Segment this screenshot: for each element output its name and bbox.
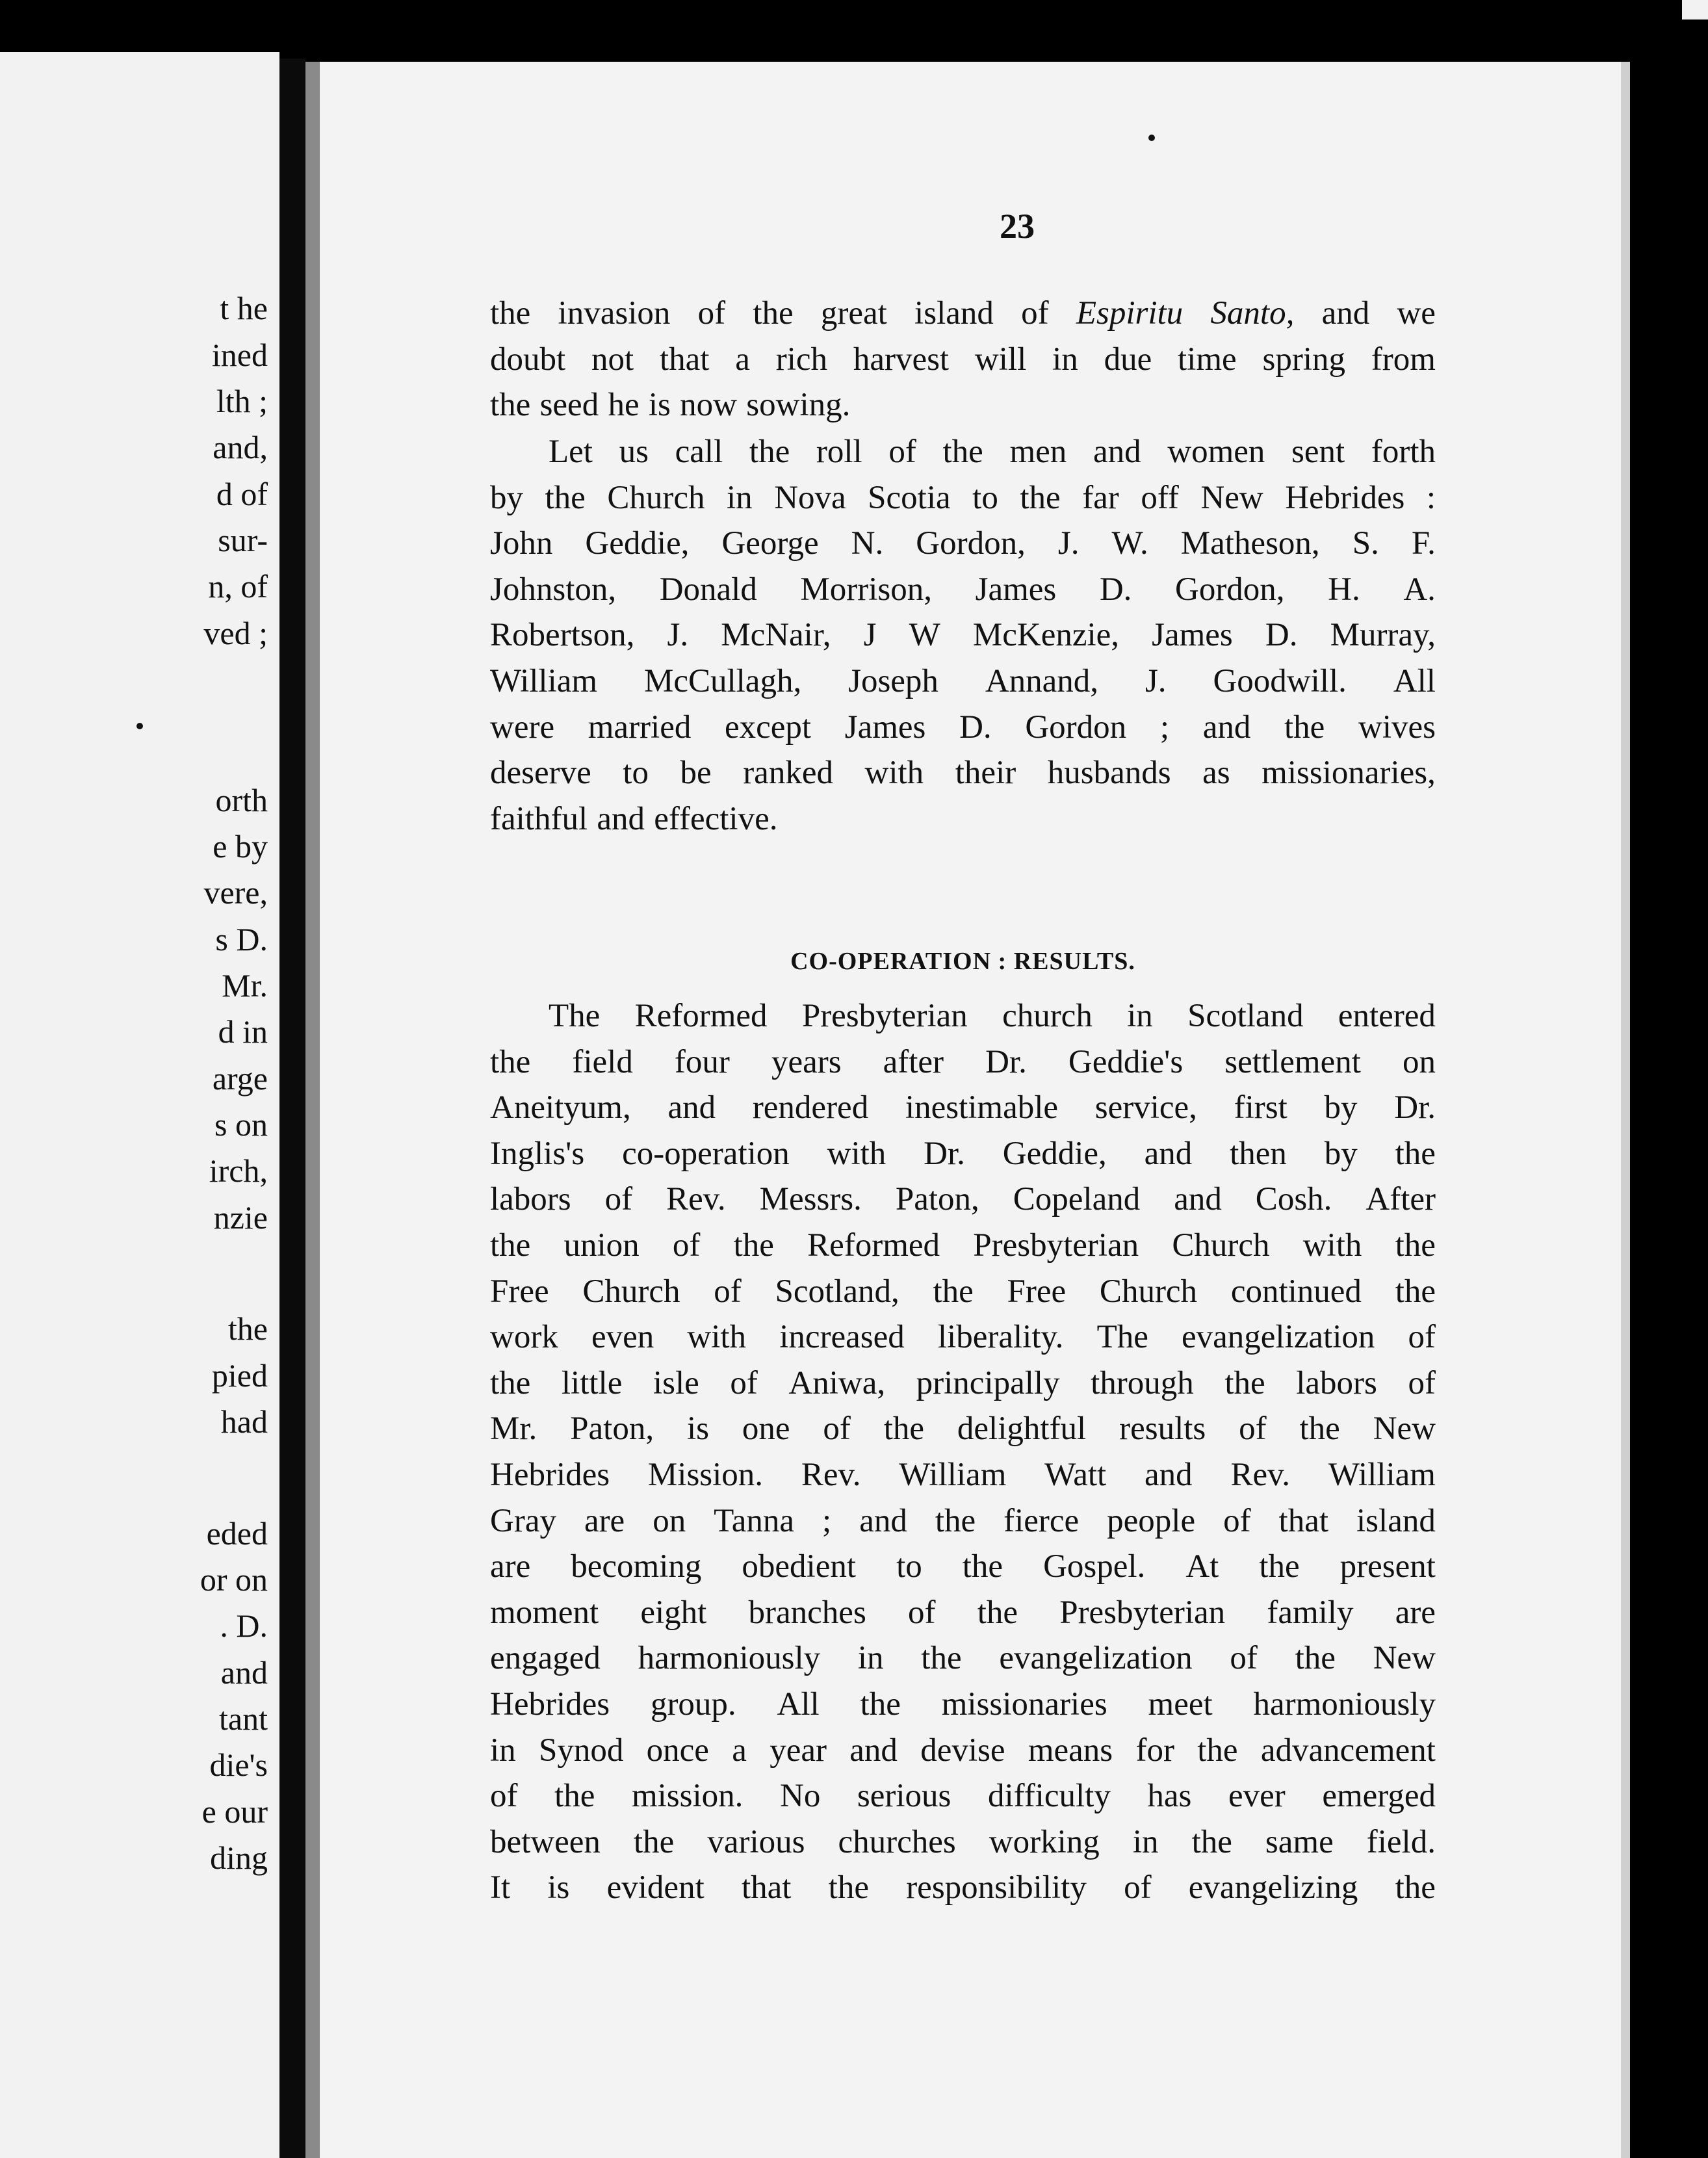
text-line: are becoming obedient to the Gospel. At the present xyxy=(490,1548,1436,1585)
left-line: irch, xyxy=(209,1152,268,1189)
left-line: e by xyxy=(213,828,268,864)
paragraph-missionary-roll xyxy=(490,429,1436,842)
text-line: the field four years after Dr. Geddie's settlement on xyxy=(490,1043,1436,1080)
left-line: pied xyxy=(211,1357,268,1394)
page-edge-shadow xyxy=(305,62,320,2158)
text-line: Free Church of Scotland, the Free Church continued the xyxy=(490,1273,1436,1310)
left-line: e our xyxy=(201,1793,268,1830)
text-line: Let us call the roll of the men and women sent forth xyxy=(549,434,1436,470)
left-line: . D. xyxy=(220,1607,268,1644)
left-line: arge xyxy=(212,1060,268,1097)
left-line: t he xyxy=(220,290,268,326)
left-line: Mr. xyxy=(222,967,268,1004)
text-line: work even with increased liberality. The evangelization of xyxy=(490,1319,1436,1356)
text-line: in Synod once a year and devise means for the advancement xyxy=(490,1732,1436,1769)
binding-gutter xyxy=(279,58,305,2158)
text-line: William McCullagh, Joseph Annand, J. Goodwill. All xyxy=(490,662,1436,699)
text-line: Inglis's co-operation with Dr. Geddie, and then by the xyxy=(490,1135,1436,1172)
text-line: moment eight branches of the Presbyterian family are xyxy=(490,1594,1436,1631)
page-right-edge xyxy=(1621,62,1630,2158)
text-line: Aneityum, and rendered inestimable service, first by Dr. xyxy=(490,1089,1436,1126)
left-line: orth xyxy=(215,782,268,818)
text-line: the union of the Reformed Presbyterian Church with the xyxy=(490,1227,1436,1264)
text-line: of the mission. No serious difficulty has ever emerged xyxy=(490,1778,1436,1815)
left-line: die's xyxy=(209,1747,268,1783)
speck-mark xyxy=(136,723,143,729)
text-line: by the Church in Nova Scotia to the far off New Hebrides : xyxy=(490,479,1436,516)
section-heading: CO-OPERATION : RESULTS. xyxy=(790,948,1135,975)
left-line: s D. xyxy=(215,921,268,957)
paragraph-continuation xyxy=(490,291,1436,428)
text-line: doubt not that a rich harvest will in due time spring from xyxy=(490,341,1436,378)
left-line: ved ; xyxy=(203,615,268,651)
text-line: faithful and effective. xyxy=(490,800,778,837)
text-line: deserve to be ranked with their husbands as missionaries, xyxy=(490,755,1436,792)
text-line: The Reformed Presbyterian church in Scotland entered xyxy=(549,998,1436,1034)
left-line: nzie xyxy=(213,1199,268,1236)
left-line: and xyxy=(220,1654,268,1691)
text-line: were married except James D. Gordon ; and the wives xyxy=(490,708,1436,746)
left-line: or on xyxy=(200,1561,268,1598)
text-line: Robertson, J. McNair, J W McKenzie, James D. Murray, xyxy=(490,617,1436,654)
text-line: Mr. Paton, is one of the delightful results of the New xyxy=(490,1410,1436,1448)
page-23 xyxy=(320,62,1621,2158)
text-line: labors of Rev. Messrs. Paton, Copeland and Cosh. After xyxy=(490,1181,1436,1218)
left-line: vere, xyxy=(203,874,268,911)
text-line: John Geddie, George N. Gordon, J. W. Matheson, S. F. xyxy=(490,525,1436,562)
speck-mark xyxy=(1148,135,1155,141)
left-line: ined xyxy=(211,337,268,373)
left-line: had xyxy=(220,1403,268,1440)
text-line: engaged harmoniously in the evangelization of the New xyxy=(490,1640,1436,1677)
text-line: Hebrides group. All the missionaries meet harmoniously xyxy=(490,1685,1436,1722)
left-line: eded xyxy=(206,1515,268,1552)
text-line: the seed he is now sowing. xyxy=(490,387,851,424)
text-line: the little isle of Aniwa, principally through the labors of xyxy=(490,1364,1436,1401)
text-line: the invasion of the great island of Espiritu Santo, and we xyxy=(490,295,1436,332)
left-line: and, xyxy=(213,429,268,465)
scan-corner-mark xyxy=(1682,0,1708,20)
left-line: sur- xyxy=(218,522,268,558)
text-line: Gray are on Tanna ; and the fierce people of that island xyxy=(490,1502,1436,1539)
previous-page-fragment xyxy=(0,52,279,2158)
text-line: Johnston, Donald Morrison, James D. Gordon, H. A. xyxy=(490,571,1436,608)
left-line: n, of xyxy=(208,568,268,604)
left-line: ding xyxy=(210,1840,268,1876)
left-line: s on xyxy=(214,1106,268,1143)
left-line: d of xyxy=(216,476,268,512)
left-line: d in xyxy=(218,1013,268,1050)
left-line: tant xyxy=(219,1700,268,1737)
left-line: the xyxy=(227,1310,268,1347)
paragraph-cooperation-results xyxy=(490,993,1436,1911)
page-number: 23 xyxy=(1000,207,1035,246)
left-line: lth ; xyxy=(216,383,268,419)
text-line: Hebrides Mission. Rev. William Watt and Rev. William xyxy=(490,1456,1436,1493)
text-line: It is evident that the responsibility of evangelizing the xyxy=(490,1869,1436,1906)
text-line: between the various churches working in the same field. xyxy=(490,1823,1436,1860)
